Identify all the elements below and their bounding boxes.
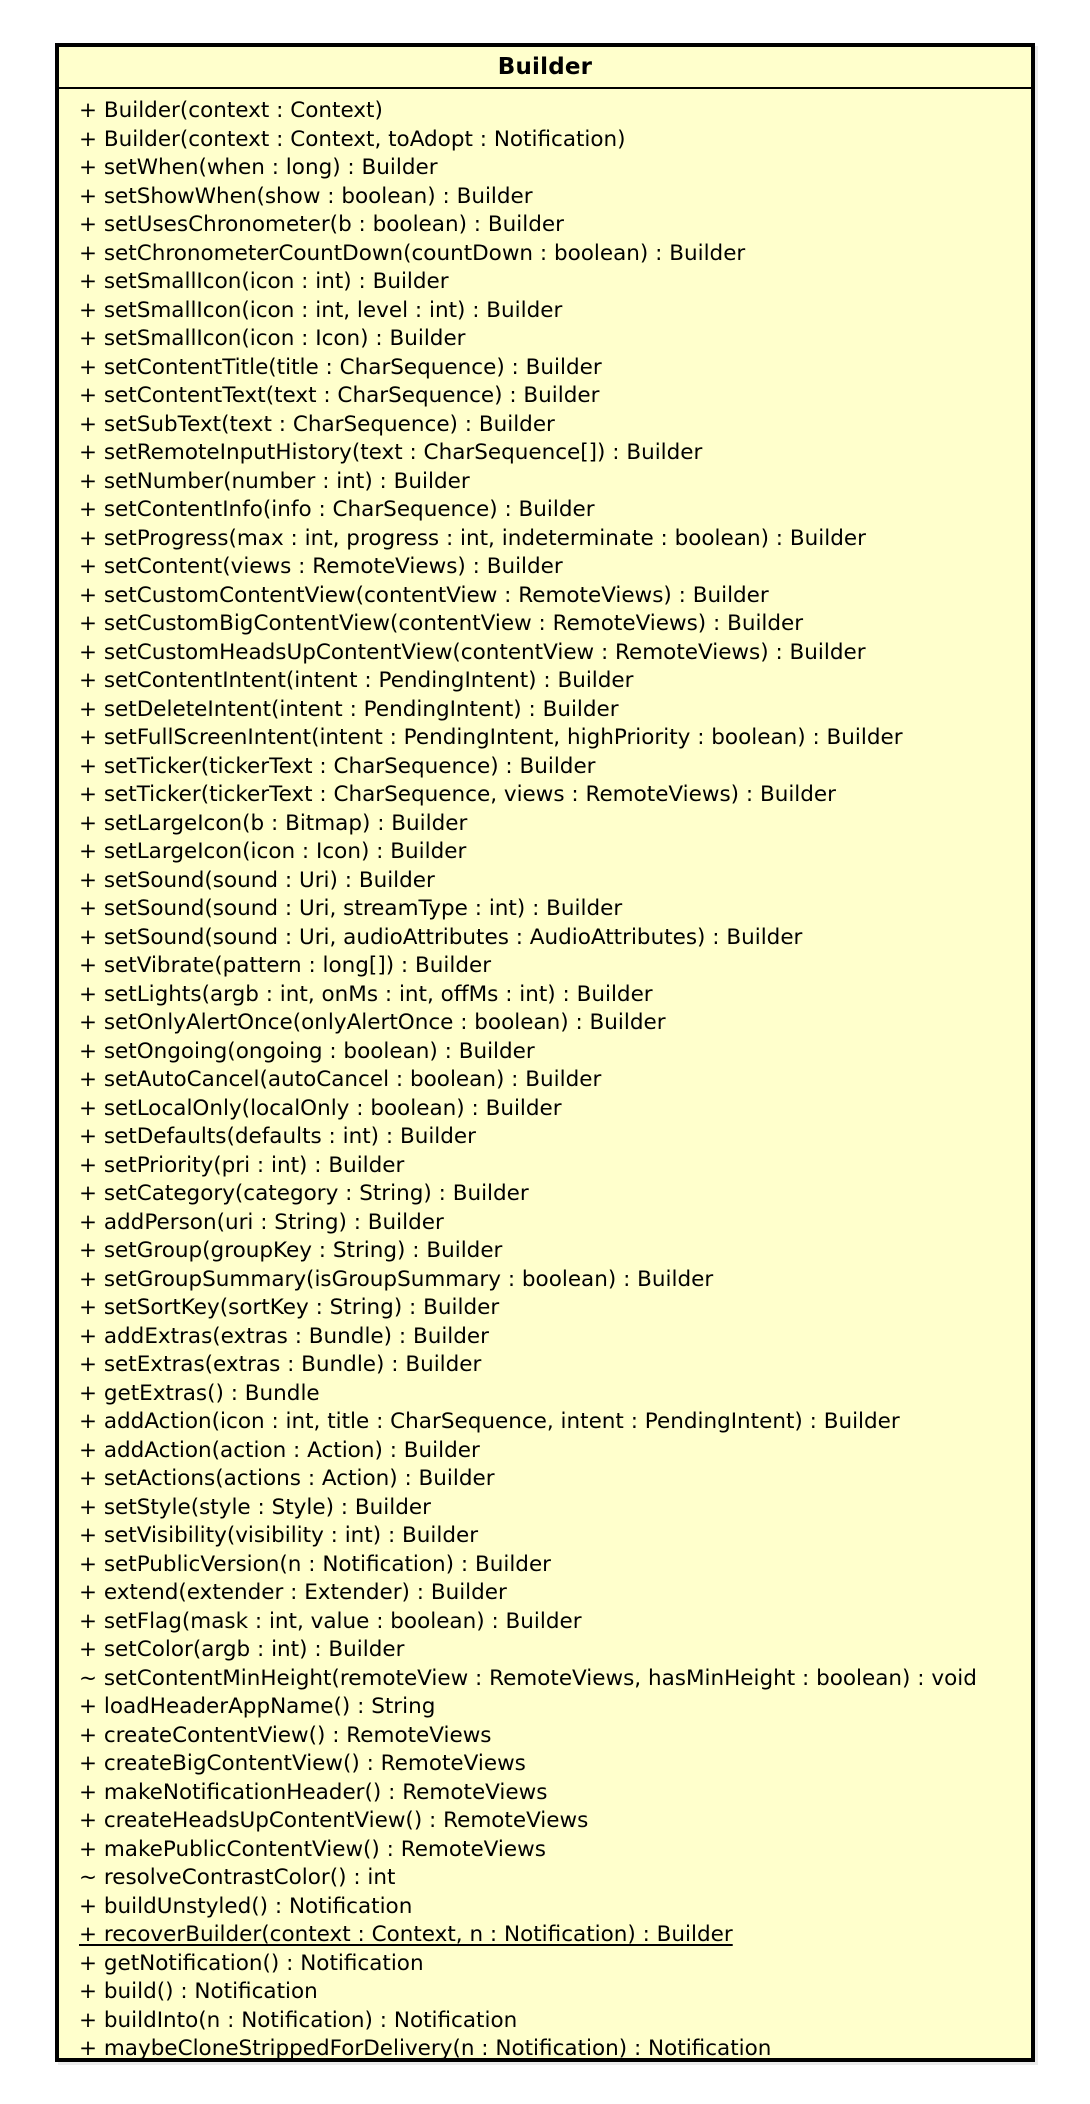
method-row <box>79 1152 1031 1181</box>
method-signature: + createBigContentView() : RemoteViews <box>79 1751 526 1776</box>
method-signature: + setContentText(text : CharSequence) : Builder <box>79 383 600 408</box>
method-signature: + setStyle(style : Style) : Builder <box>79 1494 431 1520</box>
method-row <box>79 1323 1031 1352</box>
method-row <box>79 1978 1031 2007</box>
method-signature: + setPublicVersion(n : Notification) : Builder <box>79 1551 552 1577</box>
method-row <box>79 1465 1031 1494</box>
method-row <box>79 582 1031 611</box>
method-signature: + setFlag(mask : int, value : boolean) : Builder <box>79 1608 582 1634</box>
method-row <box>79 781 1031 810</box>
method-signature: + setDeleteIntent(intent : PendingIntent) : Builder <box>79 696 619 722</box>
method-row <box>79 1579 1031 1608</box>
method-signature: + Builder(context : Context, toAdopt : Notification) <box>79 126 626 152</box>
method-signature: + setExtras(extras : Bundle) : Builder <box>79 1352 482 1377</box>
method-row <box>79 439 1031 468</box>
method-row <box>79 97 1031 126</box>
method-row <box>79 468 1031 497</box>
method-signature: + setChronometerCountDown(countDown : boolean) : Builder <box>79 240 746 266</box>
method-row <box>79 496 1031 525</box>
method-row <box>79 667 1031 696</box>
method-row <box>79 1209 1031 1238</box>
method-signature: + setSound(sound : Uri, streamType : int) : Builder <box>79 896 623 921</box>
method-signature: + setWhen(when : long) : Builder <box>79 155 438 180</box>
method-row <box>79 895 1031 924</box>
method-signature: + addAction(icon : int, title : CharSequence, intent : PendingIntent) : Builder <box>79 1409 900 1434</box>
method-signature: + addAction(action : Action) : Builder <box>79 1437 480 1463</box>
method-signature: + getExtras() : Bundle <box>79 1380 320 1406</box>
method-signature: + setSmallIcon(icon : int) : Builder <box>79 269 449 294</box>
method-signature: + createHeadsUpContentView() : RemoteViews <box>79 1808 589 1833</box>
method-row <box>79 1779 1031 1808</box>
method-row <box>79 1294 1031 1323</box>
method-signature: + setSound(sound : Uri) : Builder <box>79 867 435 893</box>
method-signature: + setVibrate(pattern : long[]) : Builder <box>79 953 492 978</box>
method-row <box>79 952 1031 981</box>
method-row <box>79 325 1031 354</box>
method-row <box>79 1266 1031 1295</box>
method-row <box>79 1437 1031 1466</box>
method-signature: + Builder(context : Context) <box>79 98 383 123</box>
method-row <box>79 354 1031 383</box>
method-signature: + setContentTitle(title : CharSequence) : Builder <box>79 354 602 380</box>
method-signature: + setLargeIcon(b : Bitmap) : Builder <box>79 810 468 836</box>
method-row <box>79 1893 1031 1922</box>
method-signature: ~ setContentMinHeight(remoteView : RemoteViews, hasMinHeight : boolean) : void <box>79 1665 977 1691</box>
method-row <box>79 1665 1031 1694</box>
method-row <box>79 724 1031 753</box>
class-header <box>59 47 1031 89</box>
method-row <box>79 1522 1031 1551</box>
method-signature: + buildUnstyled() : Notification <box>79 1893 413 1919</box>
method-row <box>79 1864 1031 1893</box>
method-row <box>79 1551 1031 1580</box>
method-row <box>79 1066 1031 1095</box>
method-signature: + setGroupSummary(isGroupSummary : boolean) : Builder <box>79 1266 714 1292</box>
method-signature: + setPriority(pri : int) : Builder <box>79 1152 405 1178</box>
method-signature: + setContent(views : RemoteViews) : Builder <box>79 554 563 579</box>
method-signature: + maybeCloneStrippedForDelivery(n : Notification) : Notification <box>79 2036 772 2061</box>
method-row <box>79 2035 1031 2064</box>
method-row <box>79 126 1031 155</box>
method-row <box>79 1950 1031 1979</box>
method-signature: + setLights(argb : int, onMs : int, offMs : int) : Builder <box>79 981 653 1007</box>
method-row <box>79 1095 1031 1124</box>
method-signature: + setCustomHeadsUpContentView(contentView : RemoteViews) : Builder <box>79 639 866 665</box>
method-row <box>79 838 1031 867</box>
method-row <box>79 1494 1031 1523</box>
method-signature: + setSmallIcon(icon : int, level : int) : Builder <box>79 297 563 323</box>
method-row <box>79 1123 1031 1152</box>
method-signature: + setActions(actions : Action) : Builder <box>79 1466 495 1491</box>
method-row <box>79 1693 1031 1722</box>
method-row <box>79 525 1031 554</box>
method-row <box>79 1009 1031 1038</box>
method-row <box>79 1636 1031 1665</box>
method-signature: + setVisibility(visibility : int) : Builder <box>79 1523 479 1548</box>
method-signature: + loadHeaderAppName() : String <box>79 1694 436 1719</box>
method-signature: + build() : Notification <box>79 1979 318 2004</box>
method-signature: + setFullScreenIntent(intent : PendingIntent, highPriority : boolean) : Builder <box>79 725 903 750</box>
method-row <box>79 1608 1031 1637</box>
uml-class-box <box>55 43 1035 2062</box>
method-row <box>79 1038 1031 1067</box>
method-signature: + setContentIntent(intent : PendingIntent) : Builder <box>79 668 634 693</box>
method-signature: + setGroup(groupKey : String) : Builder <box>79 1238 503 1263</box>
method-row <box>79 753 1031 782</box>
method-row <box>79 1750 1031 1779</box>
method-signature: + buildInto(n : Notification) : Notification <box>79 2007 518 2033</box>
method-signature: + setCategory(category : String) : Builder <box>79 1181 529 1206</box>
method-row <box>79 154 1031 183</box>
method-row <box>79 553 1031 582</box>
method-row <box>79 1722 1031 1751</box>
method-row <box>79 1380 1031 1409</box>
method-list <box>59 89 1031 2064</box>
method-row <box>79 1180 1031 1209</box>
method-row <box>79 1351 1031 1380</box>
method-signature: + setProgress(max : int, progress : int, indeterminate : boolean) : Builder <box>79 525 866 551</box>
method-row <box>79 610 1031 639</box>
method-signature: + createContentView() : RemoteViews <box>79 1722 492 1748</box>
method-row <box>79 639 1031 668</box>
method-signature: + setRemoteInputHistory(text : CharSequence[]) : Builder <box>79 440 703 465</box>
method-row <box>79 981 1031 1010</box>
method-row <box>79 411 1031 440</box>
method-signature: + setShowWhen(show : boolean) : Builder <box>79 183 533 209</box>
method-signature: + setSubText(text : CharSequence) : Builder <box>79 411 555 437</box>
method-signature: + recoverBuilder(context : Context, n : Notification) : Builder <box>79 1922 733 1947</box>
method-row <box>79 810 1031 839</box>
method-row <box>79 297 1031 326</box>
method-row <box>79 924 1031 953</box>
method-row <box>79 696 1031 725</box>
method-row <box>79 211 1031 240</box>
method-row <box>79 867 1031 896</box>
method-signature: + setAutoCancel(autoCancel : boolean) : Builder <box>79 1067 602 1092</box>
method-signature: ~ resolveContrastColor() : int <box>79 1865 396 1890</box>
method-signature: + setOngoing(ongoing : boolean) : Builder <box>79 1038 535 1064</box>
method-row <box>79 1807 1031 1836</box>
method-signature: + makePublicContentView() : RemoteViews <box>79 1836 546 1862</box>
method-signature: + setDefaults(defaults : int) : Builder <box>79 1124 476 1149</box>
method-signature: + setContentInfo(info : CharSequence) : Builder <box>79 497 595 522</box>
class-name: Builder <box>497 53 593 80</box>
method-signature: + setColor(argb : int) : Builder <box>79 1637 405 1662</box>
method-row <box>79 240 1031 269</box>
method-row <box>79 1408 1031 1437</box>
method-signature: + setSortKey(sortKey : String) : Builder <box>79 1295 500 1320</box>
method-signature: + setCustomBigContentView(contentView : RemoteViews) : Builder <box>79 611 804 636</box>
method-signature: + setNumber(number : int) : Builder <box>79 468 470 494</box>
method-row <box>79 2007 1031 2036</box>
method-row <box>79 268 1031 297</box>
method-signature: + makeNotificationHeader() : RemoteViews <box>79 1779 548 1805</box>
method-row <box>79 1237 1031 1266</box>
method-signature: + addPerson(uri : String) : Builder <box>79 1209 444 1235</box>
method-signature: + setTicker(tickerText : CharSequence, views : RemoteViews) : Builder <box>79 782 836 807</box>
method-signature: + addExtras(extras : Bundle) : Builder <box>79 1323 489 1349</box>
method-signature: + setUsesChronometer(b : boolean) : Builder <box>79 212 564 237</box>
method-signature: + setLocalOnly(localOnly : boolean) : Builder <box>79 1095 562 1121</box>
method-signature: + setOnlyAlertOnce(onlyAlertOnce : boolean) : Builder <box>79 1010 666 1035</box>
method-row <box>79 1836 1031 1865</box>
method-signature: + setTicker(tickerText : CharSequence) : Builder <box>79 753 596 779</box>
method-signature: + setLargeIcon(icon : Icon) : Builder <box>79 839 467 864</box>
method-row <box>79 382 1031 411</box>
method-signature: + setSmallIcon(icon : Icon) : Builder <box>79 326 466 351</box>
method-row <box>79 183 1031 212</box>
method-signature: + setCustomContentView(contentView : RemoteViews) : Builder <box>79 582 769 608</box>
method-signature: + extend(extender : Extender) : Builder <box>79 1580 507 1605</box>
method-row <box>79 1921 1031 1950</box>
method-signature: + setSound(sound : Uri, audioAttributes : AudioAttributes) : Builder <box>79 924 803 950</box>
method-signature: + getNotification() : Notification <box>79 1950 424 1976</box>
